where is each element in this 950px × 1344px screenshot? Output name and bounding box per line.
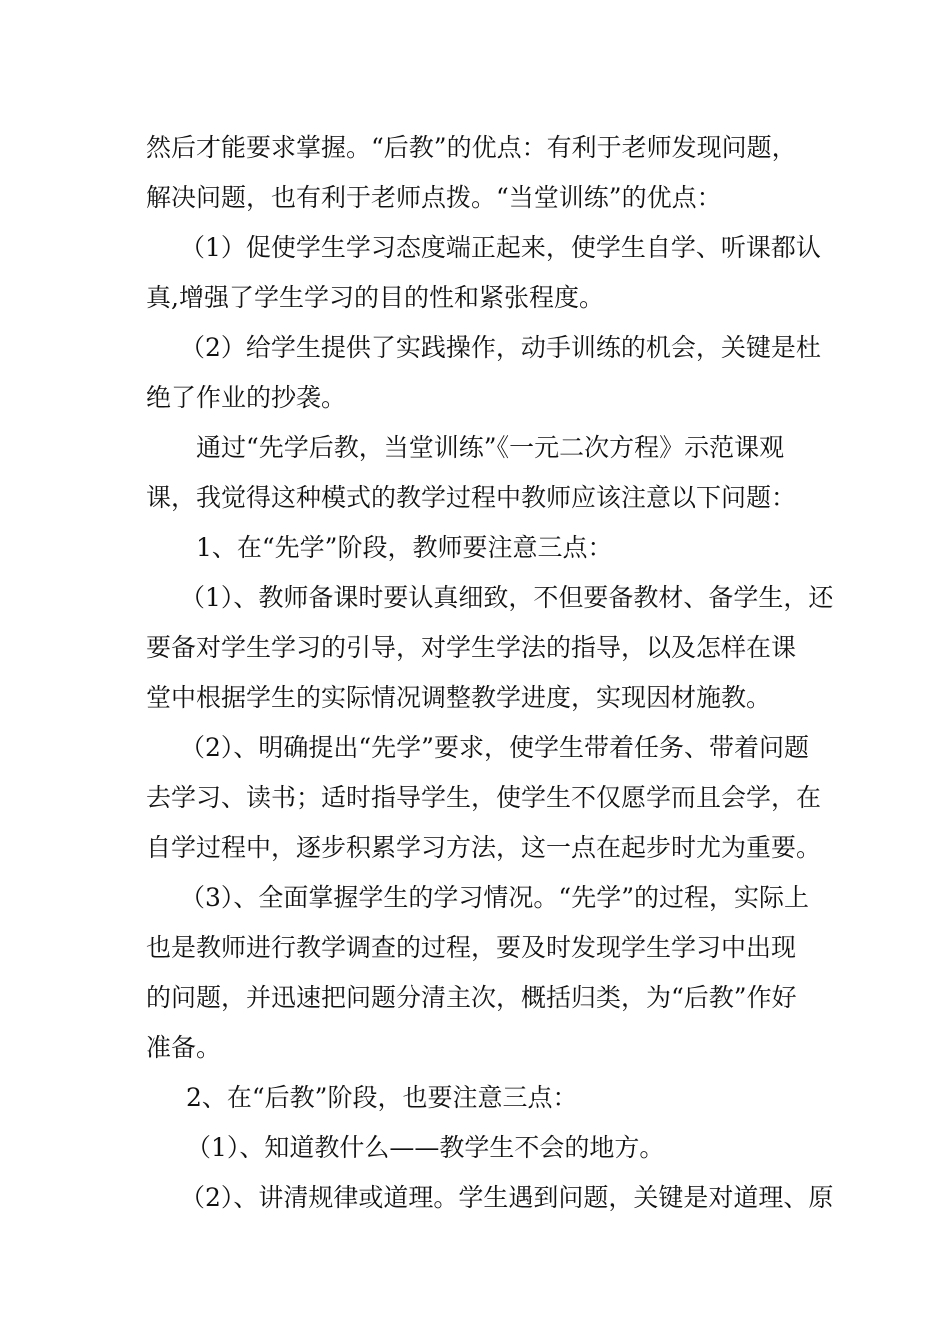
text-line: （1）、知道教什么——教学生不会的地方。 [186, 1133, 665, 1162]
text-line: （2）给学生提供了实践操作，动手训练的机会，关键是杜 [180, 333, 821, 362]
text-line: 1、在“先学”阶段，教师要注意三点： [196, 533, 613, 562]
text-line: 也是教师进行教学调查的过程，要及时发现学生学习中出现 [146, 933, 797, 962]
text-line: （2）、明确提出“先学”要求，使学生带着任务、带着问题 [180, 733, 809, 762]
text-line: （2）、讲清规律或道理。学生遇到问题，关键是对道理、原 [180, 1183, 834, 1212]
text-line: （1）、教师备课时要认真细致，不但要备教材、备学生，还 [180, 583, 834, 612]
text-line: （1）促使学生学习态度端正起来，使学生自学、听课都认 [180, 233, 821, 262]
text-line: 堂中根据学生的实际情况调整教学进度，实现因材施教。 [146, 683, 772, 712]
text-line: 准备。 [146, 1033, 222, 1062]
text-line: 然后才能要求掌握。“后教”的优点：有利于老师发现问题， [146, 133, 797, 162]
text-line: 课，我觉得这种模式的教学过程中教师应该注意以下问题： [146, 483, 797, 512]
text-line: 要备对学生学习的引导，对学生学法的指导，以及怎样在课 [146, 633, 797, 662]
text-line: 通过“先学后教，当堂训练”《一元二次方程》示范课观 [196, 433, 785, 462]
text-line: 的问题，并迅速把问题分清主次，概括归类，为“后教”作好 [146, 983, 797, 1012]
text-line: 解决问题，也有利于老师点拨。“当堂训练”的优点： [146, 183, 722, 212]
text-line: 去学习、读书；适时指导学生，使学生不仅愿学而且会学，在 [146, 783, 822, 812]
text-line: 自学过程中，逐步积累学习方法，这一点在起步时尤为重要。 [146, 833, 822, 862]
text-line: 真,增强了学生学习的目的性和紧张程度。 [146, 283, 604, 312]
text-line: （3）、全面掌握学生的学习情况。“先学”的过程，实际上 [180, 883, 809, 912]
text-line: 2、在“后教”阶段，也要注意三点： [186, 1083, 578, 1112]
text-line: 绝了作业的抄袭。 [146, 383, 347, 412]
